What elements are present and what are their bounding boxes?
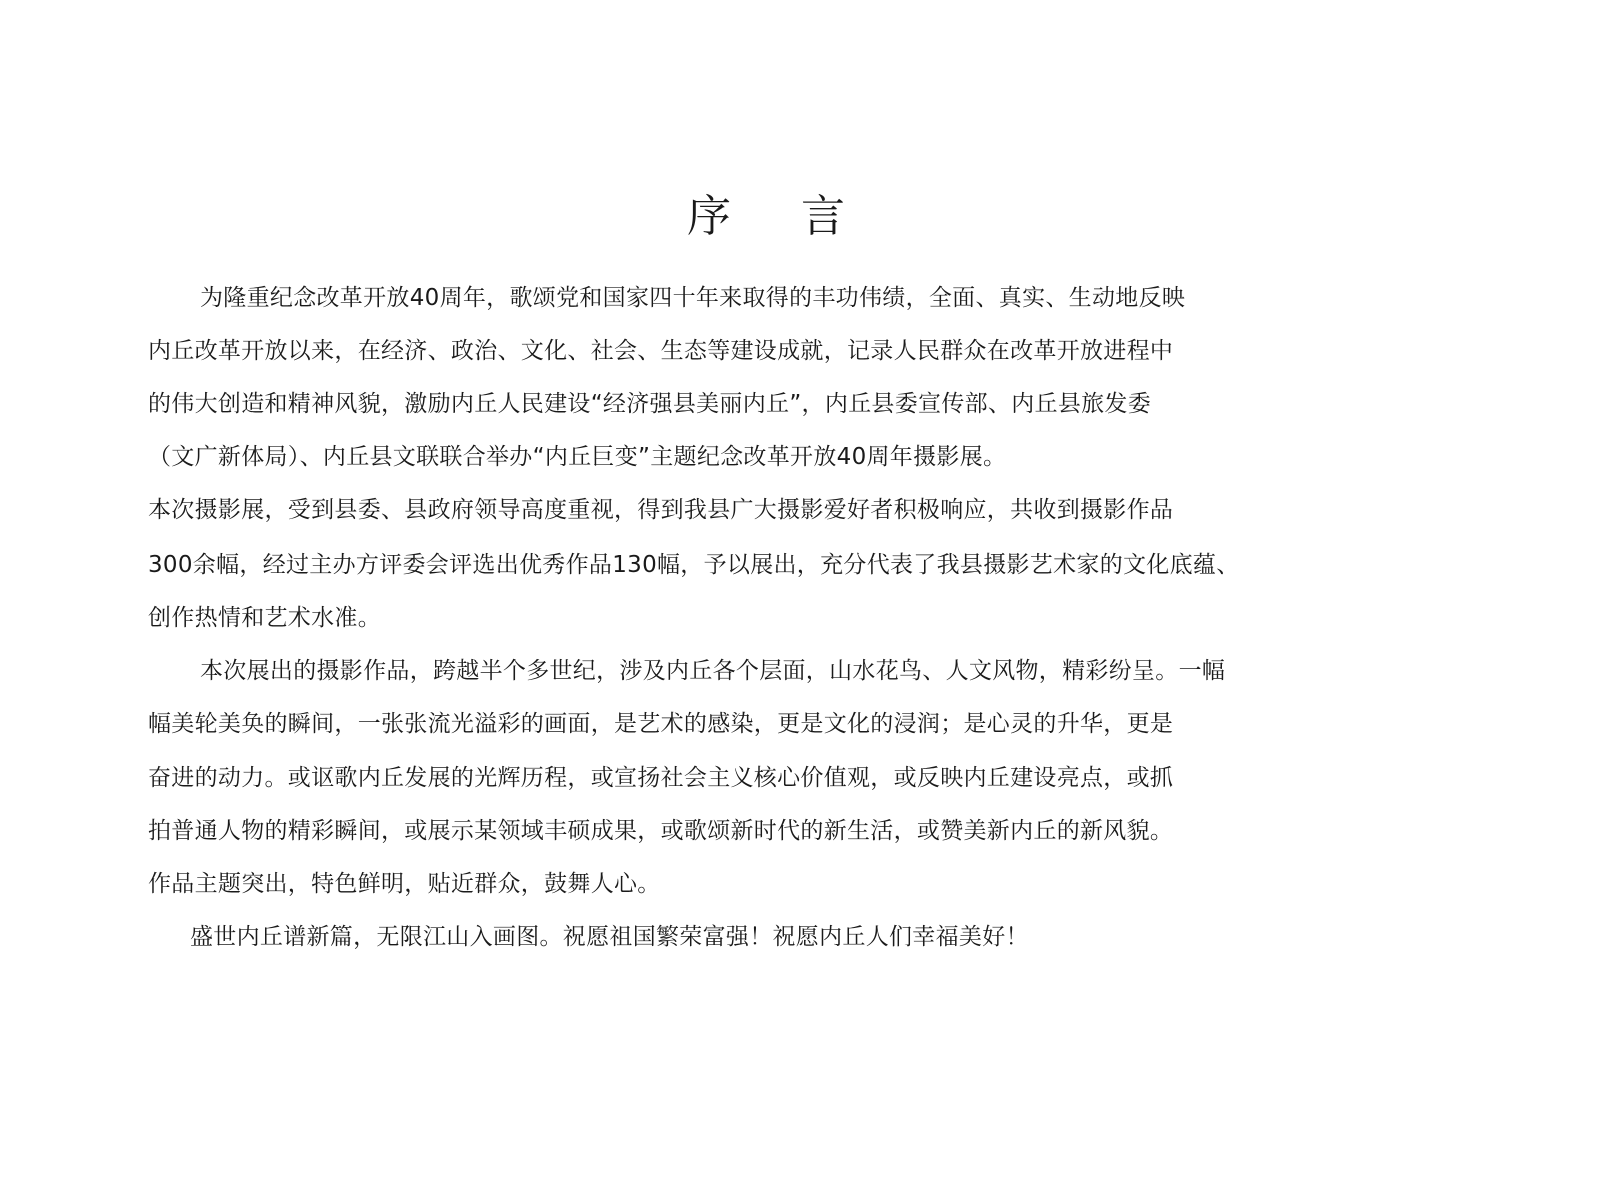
closing-line: 盛世内丘谱新篇，无限江山入画图。祝愿祖国繁荣富强！祝愿内丘人们幸福美好！	[190, 924, 1029, 950]
page-title: 序 言	[687, 191, 873, 242]
paragraph-3-line-3: 奋进的动力。或讴歌内丘发展的光辉历程，或宣扬社会主义核心价值观，或反映内丘建设亮点，或抓	[148, 765, 1174, 791]
paragraph-3-line-1: 本次展出的摄影作品，跨越半个多世纪，涉及内丘各个层面，山水花鸟、人文风物，精彩纷呈。一幅	[200, 658, 1226, 684]
paragraph-2-line-1: 本次摄影展，受到县委、县政府领导高度重视，得到我县广大摄影爱好者积极响应，共收到摄影作品	[148, 497, 1174, 523]
paragraph-3-line-2: 幅美轮美奂的瞬间，一张张流光溢彩的画面，是艺术的感染，更是文化的浸润；是心灵的升华，更是	[148, 711, 1174, 737]
paragraph-2-line-2: 300余幅，经过主办方评委会评选出优秀作品130幅，予以展出，充分代表了我县摄影艺术家的文化底蕴、	[148, 552, 1240, 578]
paragraph-1-line-2: 内丘改革开放以来，在经济、政治、文化、社会、生态等建设成就，记录人民群众在改革开放进程中	[148, 338, 1174, 364]
paragraph-3-line-4: 拍普通人物的精彩瞬间，或展示某领域丰硕成果，或歌颂新时代的新生活，或赞美新内丘的新风貌。	[148, 818, 1174, 844]
paragraph-2-line-3: 创作热情和艺术水准。	[148, 605, 381, 631]
paragraph-1-line-4: （文广新体局）、内丘县文联联合举办“内丘巨变”主题纪念改革开放40周年摄影展。	[148, 444, 1007, 470]
paragraph-1-line-1: 为隆重纪念改革开放40周年，歌颂党和国家四十年来取得的丰功伟绩，全面、真实、生动地反映	[200, 285, 1186, 311]
paragraph-3-line-5: 作品主题突出，特色鲜明，贴近群众，鼓舞人心。	[148, 871, 661, 897]
paragraph-1-line-3: 的伟大创造和精神风貌，激励内丘人民建设“经济强县美丽内丘”，内丘县委宣传部、内丘县旅发委	[148, 391, 1152, 417]
